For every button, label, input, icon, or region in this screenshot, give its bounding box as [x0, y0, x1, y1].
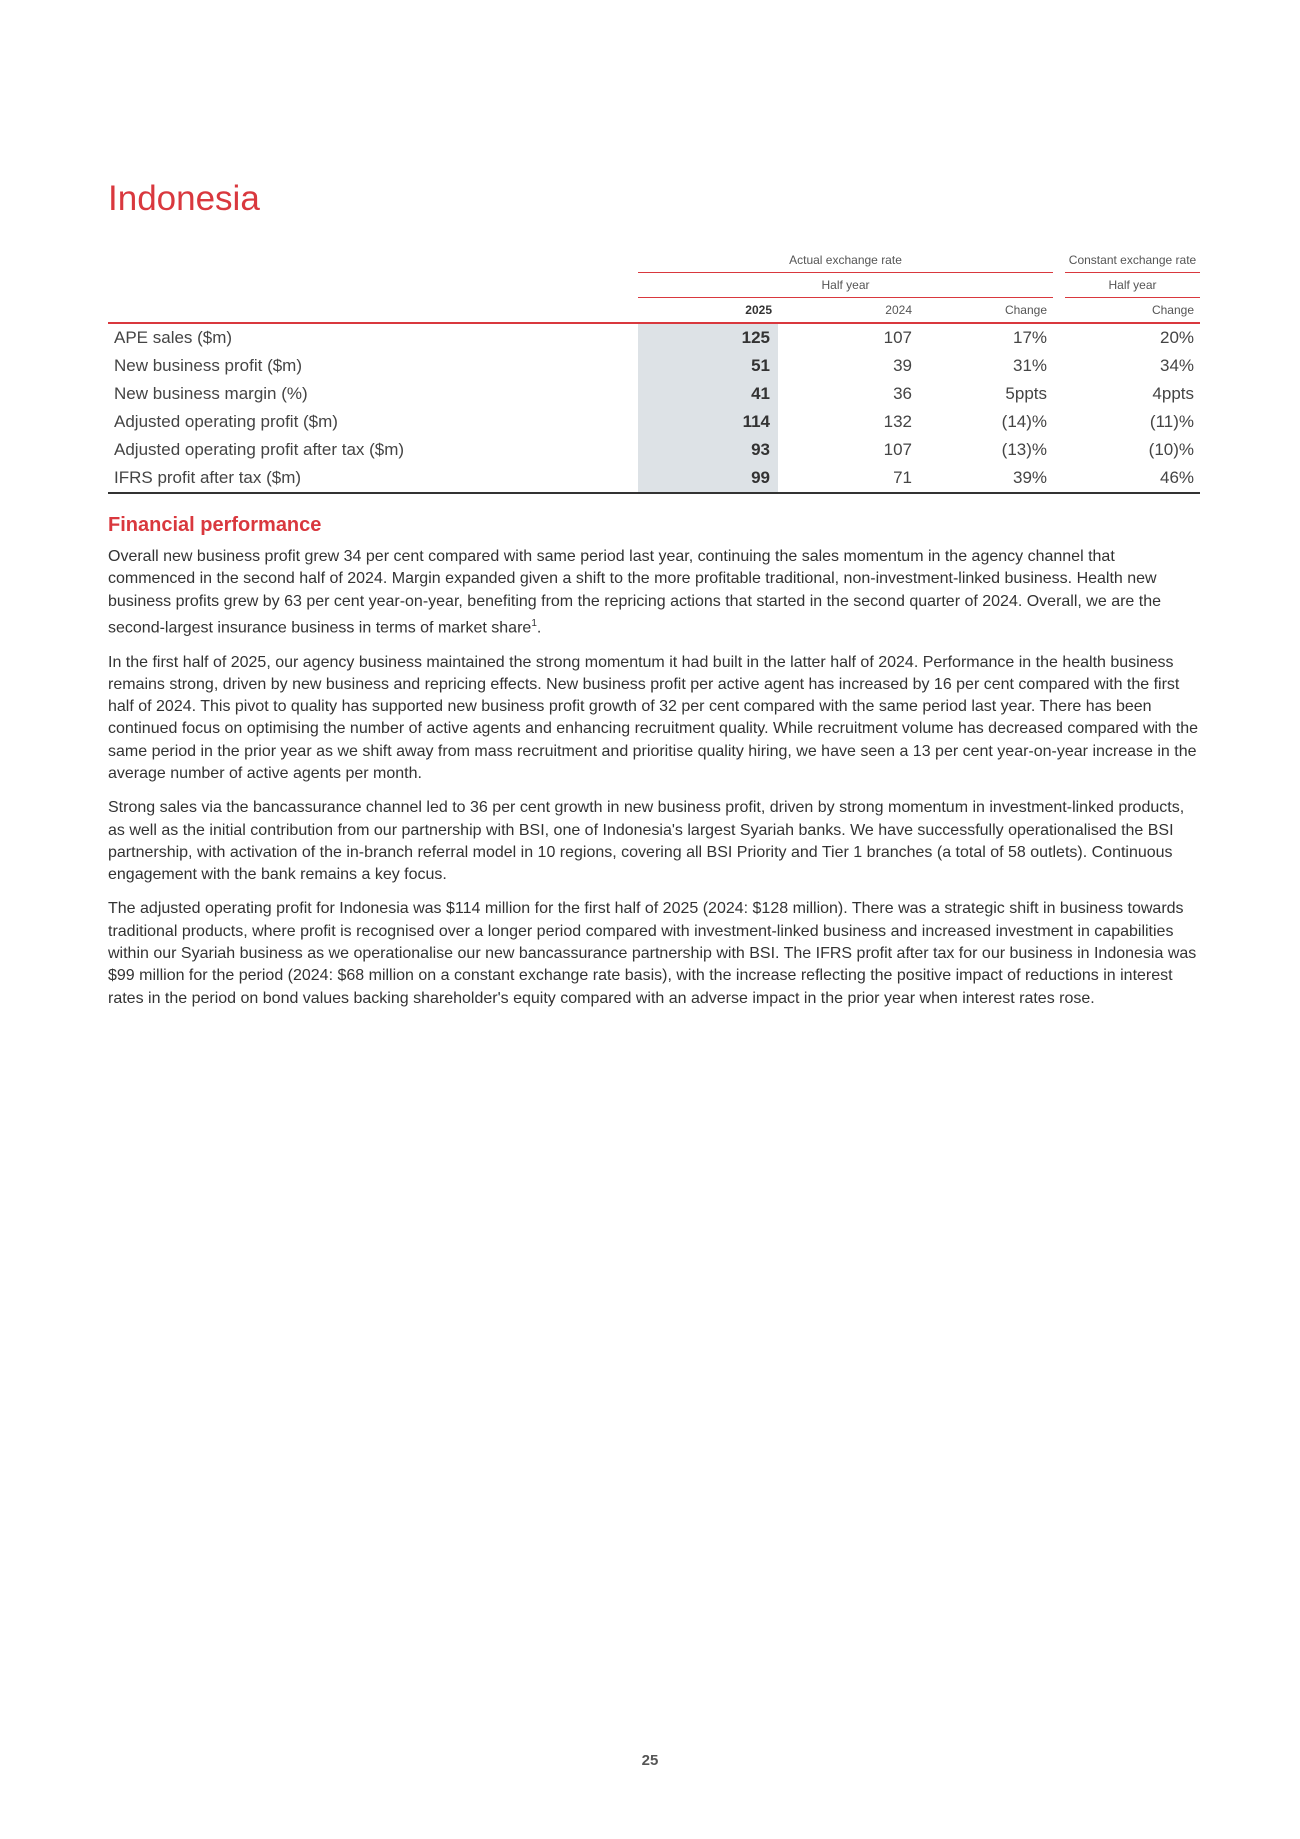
table-row: [108, 436, 1200, 464]
value-2024: 132: [883, 412, 912, 431]
row-label: New business margin (%): [114, 384, 308, 403]
constant-half-year-header: Half year: [1065, 273, 1200, 298]
paragraph-end: .: [536, 619, 542, 637]
actual-exchange-rate-header: Actual exchange rate: [638, 248, 1053, 273]
value-constant-change: (11)%: [1149, 412, 1195, 431]
value-constant-change: (10)%: [1148, 440, 1195, 459]
value-constant-change: 34%: [1159, 356, 1195, 375]
column-header-actual-change: Change: [918, 298, 1053, 324]
paragraph: In the first half of 2025, our agency business maintained the strong momentum it had built in the latter half of 2024. Performance in the health business remains strong, driven by new business and repricing effects. New business profit per active agent has increased by 16 per cent compared with the first half of 2024. This pivot to quality has supported new business profit growth of 32 per cent compared with the same period last year. There has been continued focus on optimising the number of active agents and enhancing recruitment quality. While recruitment volume has decreased compared with the same period in the prior year as we shift away from mass recruitment and prioritise quality hiring, we have seen a 13 per cent year-on-year increase in the average number of active agents per month.: [108, 653, 1199, 782]
table-subheader-row: [108, 273, 1200, 298]
row-label: Adjusted operating profit after tax ($m): [114, 440, 405, 459]
value-actual-change: (13)%: [1001, 440, 1048, 459]
table-row: [108, 464, 1200, 493]
financial-summary-table: [108, 248, 1200, 494]
footnote-marker: 1: [531, 617, 537, 629]
paragraph: [108, 546, 1202, 640]
paragraph-text: Overall new business profit grew 34 per cent compared with same period last year, continuing the sales momentum in the agency channel that commenced in the second half of 2024. Margin expanded given a shift to the more profitable traditional, non-investment-linked business. Health new business profits grew by 63 per cent year-on-year, benefiting from the repricing actions that started in the second quarter of 2024. Overall, we are the second-largest insurance business in terms of market share: [108, 548, 1162, 637]
table-row: [108, 408, 1200, 436]
value-2024: 107: [883, 328, 912, 347]
value-actual-change: (14)%: [1001, 412, 1048, 431]
row-label: Adjusted operating profit ($m): [114, 412, 338, 431]
value-2024: 71: [778, 464, 918, 493]
value-2025: 51: [638, 352, 778, 380]
row-label: APE sales ($m): [114, 328, 233, 347]
value-actual-change: 31%: [1012, 356, 1048, 375]
table-column-header-row: [108, 298, 1200, 324]
value-2024: 39: [893, 356, 912, 375]
value-2025: 41: [638, 380, 778, 408]
value-2025: 93: [638, 436, 778, 464]
value-actual-change: 17%: [1012, 328, 1048, 347]
paragraph: Strong sales via the bancassurance channel led to 36 per cent growth in new business profit, driven by strong momentum in investment-linked products, as well as the initial contribution from our partnership with BSI, one of Indonesia's largest Syariah banks. We have successfully operationalised the BSI partnership, with activation of the in-branch referral model in 10 regions, covering all BSI Priority and Tier 1 branches (a total of 58 outlets). Continuous engagement with the bank remains a key focus.: [108, 799, 1185, 884]
value-constant-change: 4ppts: [1152, 384, 1195, 403]
column-header-2024: 2024: [778, 298, 918, 324]
financial-performance-heading: Financial performance: [108, 514, 322, 536]
value-2025: 114: [638, 408, 778, 436]
value-constant-change: 20%: [1159, 328, 1195, 347]
constant-exchange-rate-header: Constant exchange rate: [1065, 248, 1200, 273]
value-2025: 99: [638, 464, 778, 493]
value-constant-change: 46%: [1065, 464, 1200, 493]
table-row: [108, 380, 1200, 408]
actual-half-year-header: Half year: [638, 273, 1053, 298]
value-actual-change: 39%: [918, 464, 1053, 493]
row-label: New business profit ($m): [114, 356, 303, 375]
table-row: [108, 323, 1200, 352]
value-2025: 125: [638, 323, 778, 352]
value-actual-change: 5ppts: [1005, 384, 1048, 403]
value-2024: 107: [883, 440, 912, 459]
page-title: Indonesia: [108, 179, 260, 218]
table-row: [108, 352, 1200, 380]
table-group-header-row: [108, 248, 1200, 273]
paragraph: The adjusted operating profit for Indonesia was $114 million for the first half of 2025 (2024: $128 million). There was a strategic shift in business towards traditional products, where profit is recognised over a longer period compared with investment-linked business and increased investment in capabilities within our Syariah business as we operationalise our new bancassurance partnership with BSI. The IFRS profit after tax for our business in Indonesia was $99 million for the period (2024: $68 million on a constant exchange rate basis), with the increase reflecting the positive impact of reductions in interest rates in the period on bond values backing shareholder's equity compared with an adverse impact in the prior year when interest rates rose.: [108, 900, 1197, 1007]
page-number: 25: [641, 1752, 659, 1769]
value-2024: 36: [893, 384, 912, 403]
column-header-2025: 2025: [638, 298, 778, 324]
row-label: IFRS profit after tax ($m): [108, 464, 638, 493]
financial-performance-body: [108, 546, 1202, 1022]
column-header-constant-change: Change: [1065, 298, 1200, 324]
